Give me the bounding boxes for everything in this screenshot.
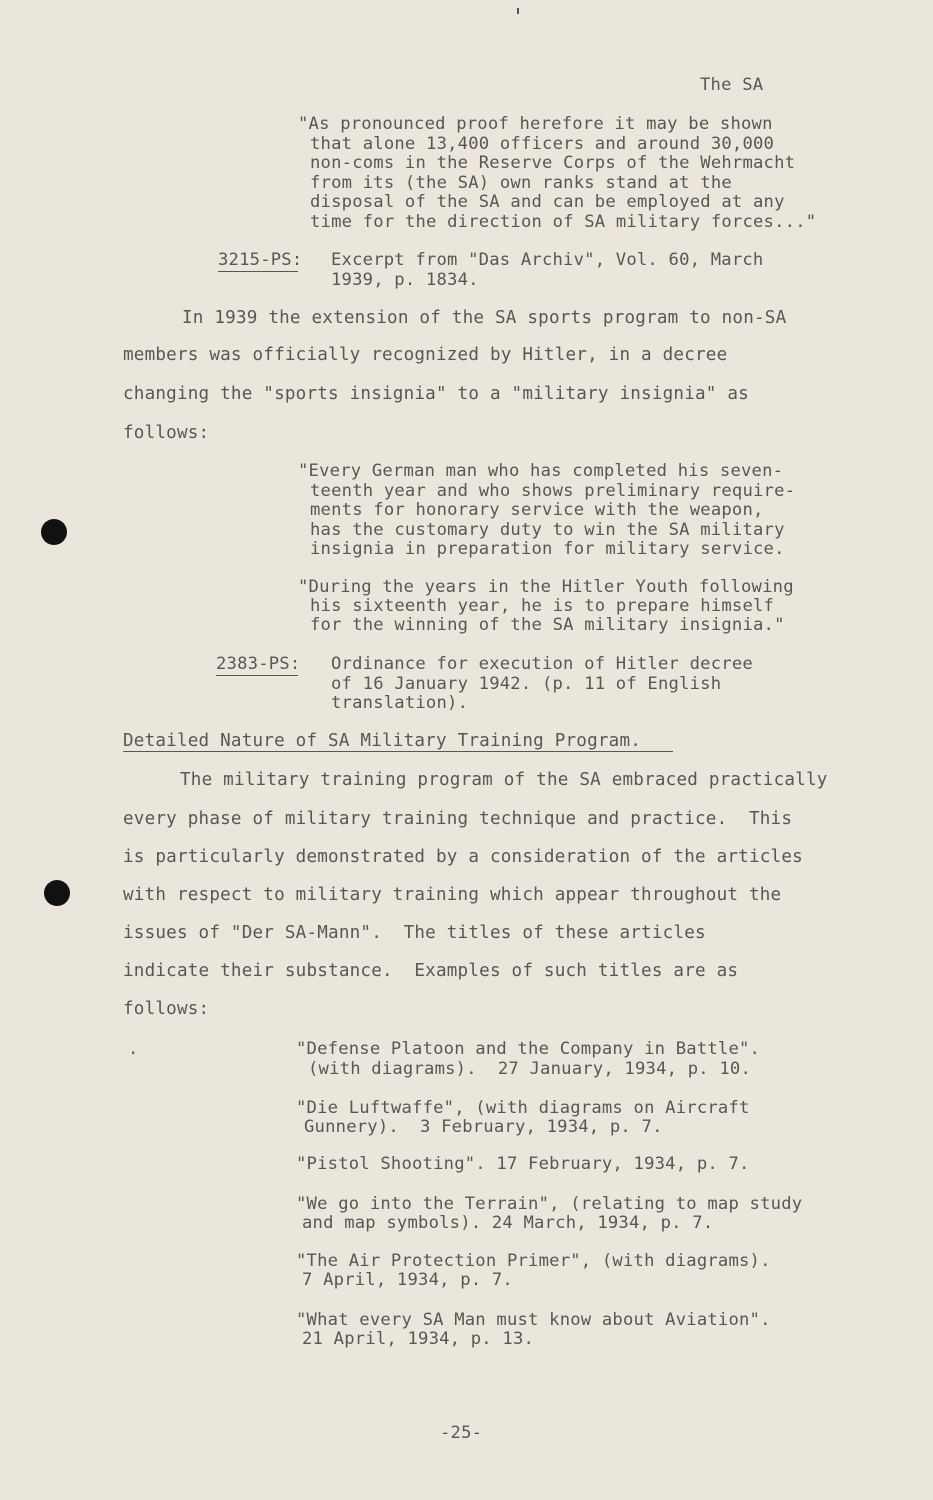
body-line: with respect to military training which appear throughout the <box>123 885 782 905</box>
body-line: follows: <box>123 999 210 1019</box>
body-line: The military training program of the SA embraced practically <box>180 770 828 790</box>
quote-line: time for the direction of SA military forces..." <box>310 212 817 232</box>
quote-line: has the customary duty to win the SA military <box>310 520 785 540</box>
example-item-line: "We go into the Terrain", (relating to map study <box>296 1194 803 1214</box>
citation-ref-underline <box>216 675 298 676</box>
body-line: is particularly demonstrated by a consideration of the articles <box>123 847 803 867</box>
page-number: -25- <box>440 1423 483 1443</box>
body-line: changing the "sports insignia" to a "military insignia" as <box>123 384 749 404</box>
quote-line: his sixteenth year, he is to prepare himself <box>310 596 775 616</box>
example-item-line: and map symbols). 24 March, 1934, p. 7. <box>302 1213 714 1233</box>
example-item-line: "What every SA Man must know about Aviation". <box>296 1310 771 1330</box>
citation-line: Excerpt from "Das Archiv", Vol. 60, March <box>331 250 764 270</box>
quote-line: ments for honorary service with the weapon, <box>310 500 764 520</box>
quote-line: teenth year and who shows preliminary require- <box>310 481 796 501</box>
running-header: The SA <box>700 75 764 95</box>
example-item-line: "Die Luftwaffe", (with diagrams on Aircraft <box>296 1098 750 1118</box>
body-line: follows: <box>123 423 210 443</box>
body-line: members was officially recognized by Hitler, in a decree <box>123 345 728 365</box>
quote-line: "Every German man who has completed his seven- <box>298 461 784 481</box>
quote-line: "During the years in the Hitler Youth following <box>298 577 794 597</box>
quote-line: that alone 13,400 officers and around 30,000 <box>310 134 775 154</box>
stray-mark: . <box>128 1039 139 1059</box>
citation-line: of 16 January 1942. (p. 11 of English <box>331 674 722 694</box>
section-heading-underline <box>123 751 673 752</box>
example-item-line: 21 April, 1934, p. 13. <box>302 1329 535 1349</box>
example-item-line: 7 April, 1934, p. 7. <box>302 1270 513 1290</box>
top-mark <box>517 8 519 14</box>
example-item-line: "The Air Protection Primer", (with diagrams). <box>296 1251 771 1271</box>
body-line: issues of "Der SA-Mann". The titles of these articles <box>123 923 706 943</box>
quote-line: "As pronounced proof herefore it may be shown <box>298 114 773 134</box>
quote-line: from its (the SA) own ranks stand at the <box>310 173 732 193</box>
citation-line: Ordinance for execution of Hitler decree <box>331 654 753 674</box>
citation-line: translation). <box>331 693 469 713</box>
example-item-line: "Pistol Shooting". 17 February, 1934, p. 7. <box>296 1154 750 1174</box>
body-line: every phase of military training technique and practice. This <box>123 809 793 829</box>
example-item-line: "Defense Platoon and the Company in Battle". <box>296 1039 761 1059</box>
citation-ref-underline <box>218 271 298 272</box>
section-heading: Detailed Nature of SA Military Training Program. <box>123 731 642 751</box>
example-item-line: (with diagrams). 27 January, 1934, p. 10. <box>308 1059 752 1079</box>
punch-hole-upper <box>41 519 67 545</box>
quote-line: insignia in preparation for military service. <box>310 539 785 559</box>
body-line: indicate their substance. Examples of such titles are as <box>123 961 739 981</box>
citation-line: 1939, p. 1834. <box>331 270 479 290</box>
citation-ref: 3215-PS: <box>218 250 303 270</box>
quote-line: for the winning of the SA military insignia." <box>310 615 785 635</box>
body-line: In 1939 the extension of the SA sports program to non-SA <box>182 308 787 328</box>
citation-ref: 2383-PS: <box>216 654 301 674</box>
example-item-line: Gunnery). 3 February, 1934, p. 7. <box>304 1117 663 1137</box>
quote-line: disposal of the SA and can be employed at any <box>310 192 785 212</box>
quote-line: non-coms in the Reserve Corps of the Wehrmacht <box>310 153 796 173</box>
punch-hole-lower <box>44 880 70 906</box>
